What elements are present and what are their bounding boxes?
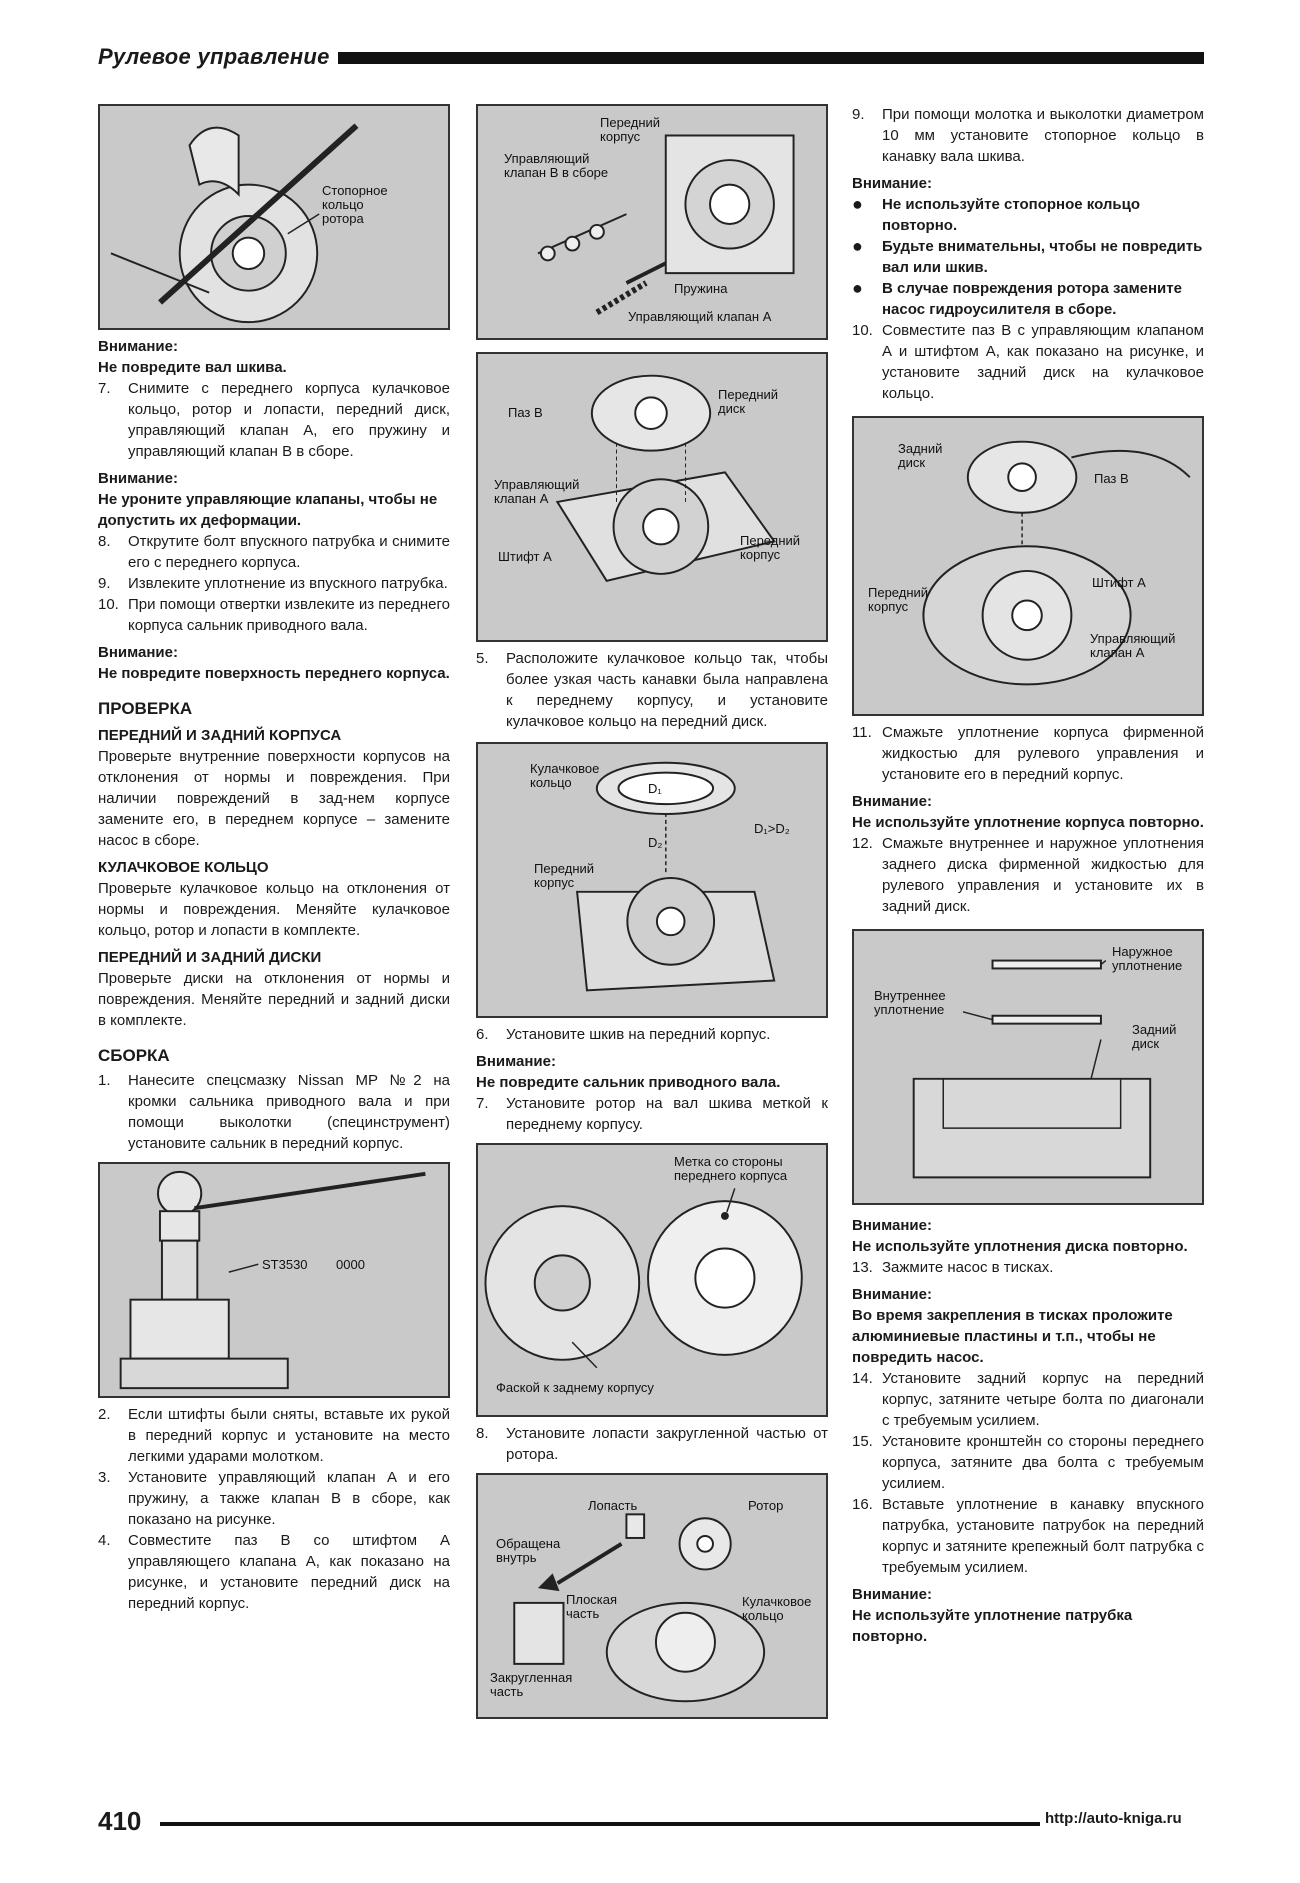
section-heading: СБОРКА — [98, 1046, 170, 1065]
figure-label: диск — [718, 401, 746, 416]
figure-label: кольцо — [322, 197, 364, 212]
warning-text: Не уроните управляющие клапаны, чтобы не допустить их деформации. — [98, 491, 438, 529]
step-item: 3. Установите управляющий клапан А и его пружину, а также клапан В в сборе, как показано на рисунке. — [98, 1469, 450, 1528]
bullet-item: ● Будьте внимательны, чтобы не повредить вал или шкив. — [852, 236, 1203, 276]
figure-control-valves — [476, 104, 828, 340]
subsection-heading: ПЕРЕДНИЙ И ЗАДНИЙ КОРПУСА — [98, 727, 342, 744]
step-item: 5. Расположите кулачковое кольцо так, чтобы более узкая часть канавки была направлена к переднему корпусу, и установите кулачковое кольцо на передний диск. — [476, 650, 828, 730]
step-item: 2. Если штифты были сняты, вставьте их рукой в передний корпус и установите на место легкими ударами молотком. — [98, 1406, 450, 1465]
figure-label: Метка со стороны — [674, 1154, 783, 1169]
figure-cam-ring — [476, 742, 828, 1018]
figure-label: ротора — [322, 211, 364, 226]
step-item: 9. Извлеките уплотнение из впускного патрубка. — [98, 575, 448, 592]
step-item: 11. Смажьте уплотнение корпуса фирменной жидкостью для рулевого управления и установите его в передний корпус. — [852, 724, 1204, 783]
figure-label: Фаской к заднему корпусу — [496, 1380, 654, 1395]
warning-heading: Внимание: — [852, 1586, 932, 1603]
figure-label: D₂ — [648, 835, 663, 850]
step-item: 9. При помощи молотка и выколотки диаметром 10 мм установите стопорное кольцо в канавку вала шкива. — [852, 106, 1204, 165]
warning-text: Не используйте уплотнение корпуса повторно. — [852, 814, 1204, 831]
figure-label: Обращена — [496, 1536, 561, 1551]
figure-label: Паз В — [1094, 471, 1129, 486]
figure-label: Задний — [898, 441, 943, 456]
warning-heading: Внимание: — [852, 1217, 932, 1234]
figure-label: уплотнение — [1112, 958, 1183, 973]
figure-label: Лопасть — [588, 1498, 638, 1513]
warning-text: Не повредите поверхность переднего корпуса. — [98, 665, 450, 682]
figure-label: клапан А — [1090, 645, 1145, 660]
header-rule — [338, 52, 1204, 64]
page-header-title: Рулевое управление — [98, 44, 330, 69]
footer-url: http://auto-kniga.ru — [1045, 1810, 1182, 1827]
step-item: 7. Установите ротор на вал шкива меткой к переднему корпусу. — [476, 1095, 828, 1133]
figure-rotor — [476, 1143, 828, 1417]
figure-label: 0000 — [336, 1257, 365, 1272]
bullet-item: ● В случае повреждения ротора замените насос гидроусилителя в сборе. — [852, 278, 1182, 318]
figure-label: часть — [490, 1684, 524, 1699]
step-item: 7. Снимите с переднего корпуса кулачковое кольцо, ротор и лопасти, передний диск, управляющий клапан А, его пружину и управляющий клапан В в сборе. — [98, 380, 450, 460]
figure-label: корпус — [868, 599, 909, 614]
figure-label: Управляющий клапан А — [628, 309, 772, 324]
warning-heading: Внимание: — [98, 338, 178, 355]
warning-heading: Внимание: — [98, 644, 178, 661]
figure-label: Пружина — [674, 281, 728, 296]
figure-label: диск — [1132, 1036, 1160, 1051]
bullet-item: ● Не используйте стопорное кольцо повторно. — [852, 194, 1141, 234]
figure-label: Задний — [1132, 1022, 1177, 1037]
step-item: 12. Смажьте внутреннее и наружное уплотнения заднего диска фирменной жидкостью для рулевого управления и установите их в задний диск. — [852, 835, 1204, 915]
figure-seal-install — [98, 1162, 450, 1398]
warning-heading: Внимание: — [852, 1286, 932, 1303]
figure-label: Передний — [534, 861, 595, 876]
figure-label: Передний — [718, 387, 779, 402]
step-item: 10. Совместите паз В с управляющим клапаном А и штифтом А, как показано на рисунке, и установите задний диск на кулачковое кольцо. — [852, 322, 1204, 402]
step-item: 8. Установите лопасти закругленной частью от ротора. — [476, 1425, 828, 1463]
figure-retaining-ring-drawing — [100, 106, 448, 328]
warning-heading: Внимание: — [852, 175, 932, 192]
figure-label: Передний — [600, 115, 661, 130]
figure-label: внутрь — [496, 1550, 537, 1565]
warning-heading: Внимание: — [476, 1053, 556, 1070]
step-item: 4. Совместите паз В со штифтом А управляющего клапана А, как показано на рисунке, и установите передний диск на передний корпус. — [98, 1532, 450, 1612]
warning-heading: Внимание: — [852, 793, 932, 810]
figure-rear-disk — [852, 416, 1204, 716]
column-2 — [476, 104, 828, 1725]
figure-label: кольцо — [742, 1608, 784, 1623]
figure-label: D₁>D₂ — [754, 821, 790, 836]
figure-label: кольцо — [530, 775, 572, 790]
figure-label: Плоская — [566, 1592, 618, 1607]
figure-label: Кулачковое — [742, 1594, 812, 1609]
figure-label: Наружное — [1112, 944, 1173, 959]
figure-rotor-drawing — [478, 1145, 826, 1415]
step-item: 1. Нанесите спецсмазку Nissan MP №2 на кромки сальника приводного вала и при помощи выколотки (специнструмент) установите сальник в передний корпус. — [98, 1072, 450, 1152]
figure-label: Передний — [740, 533, 801, 548]
warning-text: Не повредите вал шкива. — [98, 359, 287, 376]
paragraph: Проверьте внутренние поверхности корпусов на отклонения от нормы и повреждения. При наличии повреждений в зад-нем корпусе замените его, в переднем корпусе – замените насос в сборе. — [98, 748, 450, 849]
figure-front-disk — [476, 352, 828, 642]
figure-label: Управляющий — [504, 151, 590, 166]
figure-rear-disk-seals — [852, 929, 1204, 1205]
figure-seal-install-drawing — [100, 1164, 448, 1396]
figure-label: часть — [566, 1606, 600, 1621]
section-heading: ПРОВЕРКА — [98, 699, 193, 718]
figure-label: корпус — [740, 547, 781, 562]
step-item: 6. Установите шкив на передний корпус. — [476, 1026, 771, 1043]
figure-label: Ротор — [748, 1498, 784, 1513]
figure-label: Штифт А — [1092, 575, 1146, 590]
figure-label: Передний — [868, 585, 929, 600]
column-1 — [98, 104, 450, 1614]
figure-label: ST3530 — [262, 1257, 308, 1272]
figure-label: Закругленная — [490, 1670, 573, 1685]
figure-label: диск — [898, 455, 926, 470]
figure-label: Паз В — [508, 405, 543, 420]
subsection-heading: ПЕРЕДНИЙ И ЗАДНИЙ ДИСКИ — [98, 949, 322, 966]
figure-label: уплотнение — [874, 1002, 945, 1017]
figure-label: Внутреннее — [874, 988, 946, 1003]
step-item: 13. Зажмите насос в тисках. — [852, 1259, 1054, 1276]
warning-heading: Внимание: — [98, 470, 178, 487]
figure-label: переднего корпуса — [674, 1168, 788, 1183]
page-number: 410 — [98, 1806, 142, 1836]
step-item: 16. Вставьте уплотнение в канавку впускного патрубка, установите патрубок на передний корпус и затяните крепежный болт патрубка с требуемым усилием. — [852, 1496, 1204, 1576]
figure-label: D₁ — [648, 781, 662, 796]
warning-text: Во время закрепления в тисках проложите алюминиевые пластины и т.п., чтобы не повредить насос. — [852, 1307, 1173, 1366]
figure-label: клапан А — [494, 491, 549, 506]
figure-label: Стопорное — [322, 183, 388, 198]
footer-rule — [160, 1822, 1040, 1826]
figure-label: корпус — [534, 875, 575, 890]
paragraph: Проверьте кулачковое кольцо на отклонения от нормы и повреждения. Меняйте кулачковое кольцо, ротор и лопасти в комплекте. — [98, 880, 450, 939]
warning-text: Не повредите сальник приводного вала. — [476, 1074, 781, 1091]
warning-text: Не используйте уплотнение патрубка повторно. — [852, 1607, 1133, 1645]
figure-label: Кулачковое — [530, 761, 600, 776]
warning-text: Не используйте уплотнения диска повторно. — [852, 1238, 1188, 1255]
figure-label: клапан В в сборе — [504, 165, 609, 180]
figure-label: Управляющий — [1090, 631, 1176, 646]
paragraph: Проверьте диски на отклонения от нормы и повреждения. Меняйте передний и задний диски в комплекте. — [98, 970, 450, 1029]
column-3 — [852, 104, 1204, 1647]
figure-vanes — [476, 1473, 828, 1719]
figure-label: Штифт А — [498, 549, 552, 564]
subsection-heading: КУЛАЧКОВОЕ КОЛЬЦО — [98, 859, 269, 876]
figure-label: Управляющий — [494, 477, 580, 492]
figure-control-valves-drawing — [478, 106, 826, 338]
figure-retaining-ring — [98, 104, 450, 330]
step-item: 15. Установите кронштейн со стороны переднего корпуса, затяните два болта с требуемым усилием. — [852, 1433, 1204, 1492]
figure-label: корпус — [600, 129, 641, 144]
step-item: 10. При помощи отвертки извлеките из переднего корпуса сальник приводного вала. — [98, 596, 450, 634]
step-item: 14. Установите задний корпус на передний корпус, затяните четыре болта по диагонали с требуемым усилием. — [852, 1370, 1204, 1429]
step-item: 8. Открутите болт впускного патрубка и снимите его с переднего корпуса. — [98, 533, 450, 571]
